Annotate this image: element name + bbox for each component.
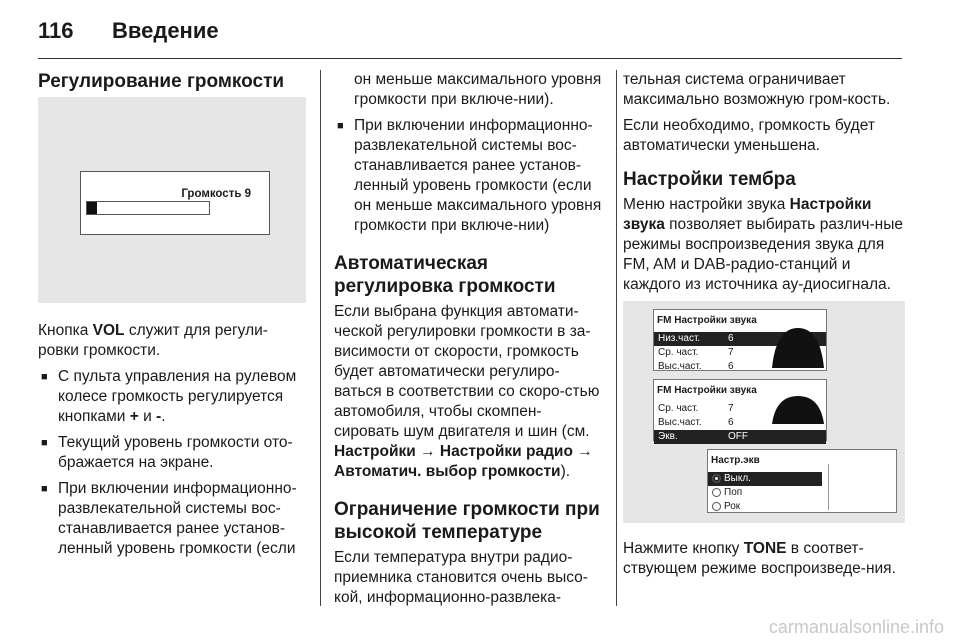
watermark: carmanualsonline.info	[768, 617, 944, 637]
auto-volume-text: Если выбрана функция автомати-ческой регулировки громкости в за-висимости от скорости, громкость будет автоматически регулиро-ваться в соответствии со скоро-стью автомобиля, чтобы скомпен-сировать шум двигателя и шин (см. Настройки → Настройки радио → Автоматич. выбор громкости).	[334, 303, 600, 480]
bullet-power-on-2: ■ При включении информационно-развлекательной системы вос-станавливается ранее установ-ленный уровень громкости (если он меньше максимального уровня громкости при включе-нии)	[334, 116, 606, 236]
heading-volume: Регулирование громкости	[38, 71, 285, 92]
tone-text: Меню настройки звука Настройки звука позволяет выбирать различ-ные режимы воспроизведения звука для FM, AM и DAB-радио-станций и каждого из источника ау-диосигнала.	[623, 196, 903, 293]
row-mid-2: Ср. част. 7	[658, 403, 734, 414]
panel-fm-sound-1: FM Настройки звука Низ.част. 6 Ср. част. 7 Выс.част. 6	[653, 309, 827, 371]
column-1	[38, 70, 306, 565]
heading-volume-limit: Ограничение громкости при высокой температуре	[334, 499, 600, 543]
volume-label: Громкость 9	[181, 188, 251, 200]
column-2	[334, 70, 606, 614]
eq-curve-icon-2	[772, 394, 824, 424]
column-3	[623, 70, 905, 585]
auto-reduce-text: Если необходимо, громкость будет автоматически уменьшена.	[623, 117, 875, 154]
heading-auto-volume: Автоматическая регулировка громкости	[334, 253, 556, 297]
bullet-continuation: он меньше максимального уровня громкости при включе-нии).	[354, 71, 602, 108]
row-treble-2: Выс.част. 6	[658, 417, 734, 428]
bullet-steering: ■ С пульта управления на рулевом колесе громкость регулируется кнопками + и -.	[38, 367, 306, 427]
option-pop: Поп	[708, 486, 896, 500]
bullet-power-on: ■ При включении информационно-развлекательной системы вос-станавливается ранее установ-ленный уровень громкости (если	[38, 479, 306, 559]
panel-eq-settings: Настр.экв Выкл. Поп Рок	[707, 449, 897, 513]
column-divider-2	[616, 70, 617, 606]
tone-screens-figure	[623, 301, 905, 523]
volume-bar-fill	[87, 202, 97, 214]
volume-limit-text: Если температура внутри радио-приемника становится очень высо-кой, информационно-развлека-	[334, 549, 588, 606]
option-off: Выкл.	[708, 472, 822, 486]
page-number: 116	[38, 18, 74, 43]
bullet-current-level: ■ Текущий уровень громкости ото-бражается на экране.	[38, 433, 306, 473]
section-title: Введение	[112, 18, 219, 43]
row-eq: Экв. OFF	[654, 430, 826, 444]
press-tone-text: Нажмите кнопку TONE в соответ-ствующем режиме воспроизведе-ния.	[623, 540, 896, 577]
row-bass: Низ.част. 6	[654, 332, 826, 346]
row-treble: Выс.част. 6	[658, 361, 734, 372]
volume-bar	[86, 201, 210, 215]
column-divider-1	[320, 70, 321, 606]
header-rule	[38, 58, 902, 59]
vol-intro: Кнопка VOL служит для регули-ровки громкости.	[38, 322, 268, 359]
eq-curve-icon	[772, 324, 824, 368]
limit-continuation: тельная система ограничивает максимально возможную гром-кость.	[623, 71, 891, 108]
row-mid: Ср. част. 7	[658, 347, 734, 358]
heading-tone: Настройки тембра	[623, 169, 796, 190]
volume-figure	[38, 97, 306, 303]
option-rock: Рок	[708, 500, 896, 514]
panel-fm-sound-2: FM Настройки звука Ср. част. 7 Выс.част. 6 Экв. OFF	[653, 379, 827, 441]
